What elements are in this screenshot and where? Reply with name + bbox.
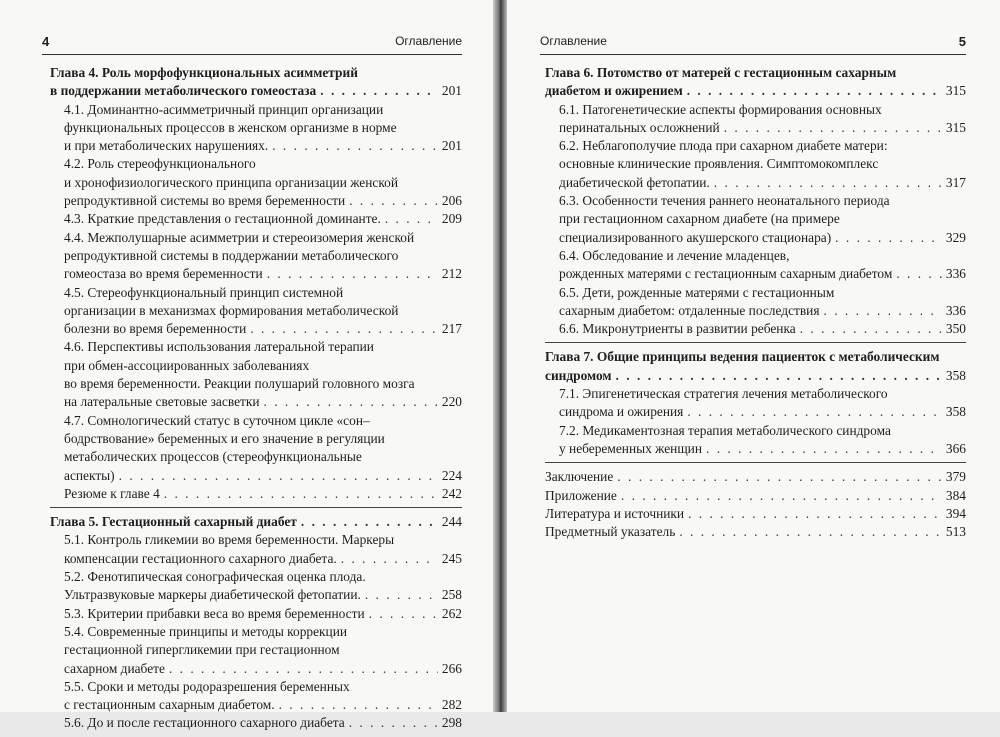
- toc-entry[interactable]: [50, 229, 462, 284]
- page-ref: 244: [441, 514, 462, 530]
- toc-line: [545, 284, 966, 302]
- toc-entry[interactable]: [545, 284, 966, 321]
- toc-line: [50, 641, 462, 659]
- page-ref: 366: [945, 440, 966, 456]
- toc-entry[interactable]: [50, 101, 462, 156]
- toc-line-text: бодрствование» беременных и его значение в регуляции: [64, 430, 385, 446]
- toc-entry[interactable]: [545, 422, 966, 459]
- toc-line: [50, 247, 462, 265]
- table-of-contents-right: [545, 64, 966, 545]
- toc-line-text: 6.5. Дети, рожденные матерями с гестационным: [559, 284, 835, 300]
- toc-line-text: 5.2. Фенотипическая сонографическая оценка плода.: [64, 569, 366, 585]
- toc-line: [545, 505, 966, 523]
- dot-leader: [688, 505, 942, 523]
- toc-entry[interactable]: [50, 568, 462, 605]
- toc-line-text: на латеральные световые засветки: [64, 394, 260, 410]
- chapter-divider: [50, 507, 462, 508]
- toc-line-text: репродуктивной системы в поддержании метаболического: [64, 247, 399, 263]
- page-ref: 298: [441, 715, 462, 731]
- page-ref: 220: [441, 394, 462, 410]
- toc-line-text: Заключение: [545, 469, 614, 485]
- toc-line: [545, 82, 966, 100]
- page-ref: 379: [945, 469, 966, 485]
- toc-line-text: синдрома и ожирения: [559, 404, 684, 420]
- toc-line-text: метаболических процессов (стереофункциональные: [64, 449, 362, 465]
- toc-line-text: 5.3. Критерии прибавки веса во время беременности: [64, 605, 365, 621]
- toc-line: [545, 367, 966, 385]
- page-ref: 384: [945, 487, 966, 503]
- toc-line: [50, 714, 462, 732]
- dot-leader: [706, 440, 942, 458]
- toc-entry[interactable]: [50, 338, 462, 411]
- toc-line: [50, 393, 462, 411]
- toc-line-text: Глава 7. Общие принципы ведения пациенток с метаболическим: [545, 349, 940, 365]
- page-ref: 242: [441, 485, 462, 501]
- toc-entry[interactable]: [50, 155, 462, 210]
- toc-line-text: аспекты): [64, 467, 115, 483]
- toc-line-text: 7.1. Эпигенетическая стратегия лечения метаболического: [559, 386, 888, 402]
- dot-leader: [264, 393, 438, 411]
- toc-line: [545, 523, 966, 541]
- toc-line-text: сахарном диабете: [64, 660, 165, 676]
- toc-line: [545, 155, 966, 173]
- dot-leader: [341, 550, 438, 568]
- toc-entry[interactable]: [545, 487, 966, 505]
- toc-line-text: 4.7. Сомнологический статус в суточном цикле «сон–: [64, 412, 370, 428]
- dot-leader: [896, 265, 942, 283]
- toc-line-text: при обмен-ассоциированных заболеваниях: [64, 357, 310, 373]
- dot-leader: [349, 192, 438, 210]
- toc-line-text: 4.4. Межполушарные асимметрии и стереоизомерия женской: [64, 229, 415, 245]
- toc-line-text: сахарным диабетом: отдаленные последствия: [559, 302, 820, 318]
- toc-line-text: синдромом: [545, 367, 612, 383]
- dot-leader: [714, 174, 942, 192]
- toc-line-text: Предметный указатель: [545, 524, 676, 540]
- toc-line-text: диабетической фетопатии.: [559, 174, 710, 190]
- toc-line: [50, 320, 462, 338]
- page-ref: 513: [945, 524, 966, 540]
- toc-line-text: 6.3. Особенности течения раннего неонатального периода: [559, 193, 890, 209]
- page-ref: 315: [945, 83, 966, 99]
- toc-chapter: [545, 462, 966, 541]
- dot-leader: [617, 468, 942, 486]
- toc-line: [545, 210, 966, 228]
- chapter-title[interactable]: [50, 513, 462, 531]
- toc-line: [545, 119, 966, 137]
- page-ref: 258: [441, 587, 462, 603]
- toc-chapter: [50, 507, 462, 733]
- page-ref: 212: [441, 266, 462, 282]
- page-ref: 266: [441, 660, 462, 676]
- dot-leader: [250, 320, 438, 338]
- toc-line-text: 5.5. Сроки и методы родоразрешения беременных: [64, 678, 350, 694]
- page-ref: 201: [441, 83, 462, 99]
- toc-chapter: [545, 64, 966, 338]
- dot-leader: [687, 403, 942, 421]
- dot-leader: [349, 714, 438, 732]
- toc-line: [50, 101, 462, 119]
- toc-line-text: Глава 5. Гестационный сахарный диабет: [50, 514, 297, 530]
- chapter-title[interactable]: [545, 64, 966, 101]
- toc-line: [50, 550, 462, 568]
- toc-line-text: Глава 4. Роль морфофункциональных асимметрий: [50, 65, 358, 80]
- dot-leader: [365, 586, 438, 604]
- toc-line: [50, 210, 462, 228]
- dot-leader: [385, 210, 438, 228]
- chapter-title[interactable]: [50, 64, 462, 101]
- toc-line-text: Резюме к главе 4: [64, 485, 160, 501]
- toc-entry[interactable]: [50, 605, 462, 623]
- page-ref: 317: [945, 174, 966, 190]
- toc-line-text: Ультразвуковые маркеры диабетической фетопатии.: [64, 587, 361, 603]
- toc-line-text: Литература и источники: [545, 505, 685, 521]
- toc-entry[interactable]: [50, 412, 462, 485]
- toc-line-text: 4.6. Перспективы использования латеральной терапии: [64, 339, 374, 355]
- toc-line: [545, 487, 966, 505]
- toc-line: [545, 403, 966, 421]
- page-ref: 329: [945, 229, 966, 245]
- page-ref: 201: [441, 138, 462, 154]
- dot-leader: [369, 605, 438, 623]
- toc-line-text: диабетом и ожирением: [545, 83, 683, 99]
- toc-line: [545, 468, 966, 486]
- toc-line-text: 6.2. Неблагополучие плода при сахарном диабете матери:: [559, 138, 888, 154]
- page-number: 4: [42, 34, 50, 49]
- toc-line: [50, 338, 462, 356]
- toc-line: [545, 137, 966, 155]
- toc-line: [545, 385, 966, 403]
- toc-line-text: и при метаболических нарушениях.: [64, 138, 269, 154]
- toc-line: [50, 82, 462, 100]
- toc-line-text: во время беременности. Реакции полушарий головного мозга: [64, 376, 415, 392]
- toc-line: [50, 192, 462, 210]
- toc-line-text: 5.1. Контроль гликемии во время беременности. Маркеры: [64, 532, 395, 548]
- toc-line: [50, 513, 462, 531]
- toc-line: [50, 568, 462, 586]
- page-ref: 282: [441, 697, 462, 713]
- toc-line: [545, 302, 966, 320]
- toc-line-text: 5.4. Современные принципы и методы коррекции: [64, 623, 348, 639]
- page-ref: 336: [945, 266, 966, 282]
- page-ref: 358: [945, 367, 966, 383]
- toc-entry[interactable]: [545, 468, 966, 486]
- toc-line-text: 4.2. Роль стереофункционального: [64, 156, 256, 172]
- toc-line: [50, 660, 462, 678]
- toc-line: [50, 531, 462, 549]
- toc-line: [50, 412, 462, 430]
- toc-line: [545, 320, 966, 338]
- left-page: [0, 0, 493, 731]
- running-title: Оглавление: [540, 34, 607, 48]
- toc-entry[interactable]: [50, 284, 462, 339]
- toc-line: [50, 485, 462, 503]
- dot-leader: [267, 265, 438, 283]
- toc-line: [545, 422, 966, 440]
- toc-line-text: рожденных матерями с гестационным сахарным диабетом: [559, 266, 893, 282]
- toc-line: [545, 64, 966, 82]
- page-ref: 224: [441, 467, 462, 483]
- toc-entry[interactable]: [545, 505, 966, 523]
- right-running-head: [540, 34, 966, 52]
- toc-line-text: 5.6. До и после гестационного сахарного диабета: [64, 715, 345, 731]
- toc-entry[interactable]: [545, 137, 966, 192]
- dot-leader: [824, 302, 942, 320]
- toc-line: [545, 192, 966, 210]
- toc-entry[interactable]: [50, 210, 462, 228]
- chapter-title[interactable]: [545, 348, 966, 385]
- dot-leader: [687, 82, 942, 100]
- dot-leader: [679, 523, 942, 541]
- page-ref: 336: [945, 302, 966, 318]
- page-ref: 217: [441, 321, 462, 337]
- toc-line-text: Глава 6. Потомство от матерей с гестационным сахарным: [545, 65, 897, 80]
- toc-line: [50, 678, 462, 696]
- toc-entry[interactable]: [545, 523, 966, 541]
- table-of-contents-left: [50, 64, 462, 737]
- toc-line-text: гестационной гипергликемии при гестационном: [64, 642, 340, 658]
- toc-line-text: 4.3. Краткие представления о гестационной доминанте.: [64, 211, 381, 227]
- dot-leader: [320, 82, 438, 100]
- toc-line-text: гомеостаза во время беременности: [64, 266, 263, 282]
- toc-line: [50, 357, 462, 375]
- toc-line: [545, 229, 966, 247]
- book-gutter: [493, 0, 507, 712]
- toc-line: [50, 375, 462, 393]
- toc-line-text: специализированного акушерского стационара): [559, 229, 832, 245]
- toc-entry[interactable]: [50, 623, 462, 678]
- toc-entry[interactable]: [50, 531, 462, 568]
- toc-line-text: 6.1. Патогенетические аспекты формирования основных: [559, 101, 882, 117]
- toc-line-text: 4.1. Доминантно-асимметричный принцип организации: [64, 101, 384, 117]
- toc-line: [545, 174, 966, 192]
- page-ref: 358: [945, 404, 966, 420]
- dot-leader: [616, 367, 942, 385]
- toc-line: [545, 247, 966, 265]
- toc-entry[interactable]: [545, 247, 966, 284]
- toc-line: [545, 265, 966, 283]
- toc-line: [50, 284, 462, 302]
- header-rule: [42, 54, 462, 55]
- toc-line: [50, 174, 462, 192]
- toc-entry[interactable]: [50, 485, 462, 503]
- dot-leader: [621, 487, 942, 505]
- toc-line-text: у небеременных женщин: [559, 440, 702, 456]
- page-number: 5: [958, 34, 966, 49]
- toc-line: [545, 440, 966, 458]
- toc-line-text: Приложение: [545, 487, 617, 503]
- toc-line-text: функциональных процессов в женском организме в норме: [64, 119, 397, 135]
- toc-line-text: перинатальных осложнений: [559, 119, 720, 135]
- toc-line-text: 7.2. Медикаментозная терапия метаболического синдрома: [559, 422, 891, 438]
- right-page: [507, 0, 1000, 712]
- dot-leader: [119, 467, 438, 485]
- toc-line-text: болезни во время беременности: [64, 321, 247, 337]
- toc-line-text: основные клинические проявления. Симптомокомплекс: [559, 156, 879, 172]
- toc-line-text: 6.4. Обследование и лечение младенцев,: [559, 247, 790, 263]
- toc-line: [50, 467, 462, 485]
- toc-line: [50, 448, 462, 466]
- toc-entry[interactable]: [545, 320, 966, 338]
- toc-line: [50, 64, 462, 82]
- toc-line: [50, 265, 462, 283]
- toc-line-text: и хронофизиологического принципа организации женской: [64, 174, 399, 190]
- toc-line-text: 6.6. Микронутриенты в развитии ребенка: [559, 321, 796, 337]
- toc-line-text: организации в механизмах формирования метаболической: [64, 302, 399, 318]
- toc-line-text: в поддержании метаболического гомеостаза: [50, 83, 317, 99]
- page-ref: 262: [441, 605, 462, 621]
- page-ref: 394: [945, 505, 966, 521]
- page-ref: 209: [441, 211, 462, 227]
- toc-line: [50, 605, 462, 623]
- toc-line: [50, 119, 462, 137]
- toc-chapter: [50, 64, 462, 503]
- dot-leader: [835, 229, 942, 247]
- toc-entry[interactable]: [545, 385, 966, 422]
- dot-leader: [800, 320, 942, 338]
- dot-leader: [164, 485, 438, 503]
- toc-line: [50, 155, 462, 173]
- header-rule: [540, 54, 966, 55]
- page-ref: 350: [945, 321, 966, 337]
- page-ref: 315: [945, 119, 966, 135]
- toc-line: [50, 302, 462, 320]
- toc-entry[interactable]: [545, 101, 966, 138]
- dot-leader: [169, 660, 438, 678]
- toc-line: [545, 348, 966, 366]
- chapter-divider: [545, 342, 966, 343]
- dot-leader: [272, 137, 438, 155]
- toc-line: [50, 623, 462, 641]
- toc-line-text: 4.5. Стереофункциональный принцип системной: [64, 284, 344, 300]
- page-ref: 206: [441, 193, 462, 209]
- dot-leader: [724, 119, 942, 137]
- toc-entry[interactable]: [50, 714, 462, 732]
- toc-line-text: при гестационном сахарном диабете (на примере: [559, 211, 840, 227]
- dot-leader: [301, 513, 438, 531]
- toc-line-text: компенсации гестационного сахарного диабета.: [64, 550, 337, 566]
- toc-line-text: с гестационным сахарным диабетом.: [64, 697, 275, 713]
- toc-line: [50, 586, 462, 604]
- page-ref: 245: [441, 550, 462, 566]
- left-running-head: [42, 34, 462, 52]
- toc-line: [50, 229, 462, 247]
- toc-line: [50, 430, 462, 448]
- toc-chapter: [545, 342, 966, 458]
- toc-line: [545, 101, 966, 119]
- toc-line-text: репродуктивной системы во время беременности: [64, 193, 346, 209]
- toc-entry[interactable]: [50, 678, 462, 715]
- toc-line: [50, 137, 462, 155]
- toc-entry[interactable]: [545, 192, 966, 247]
- running-title: Оглавление: [395, 34, 462, 48]
- chapter-divider: [545, 462, 966, 463]
